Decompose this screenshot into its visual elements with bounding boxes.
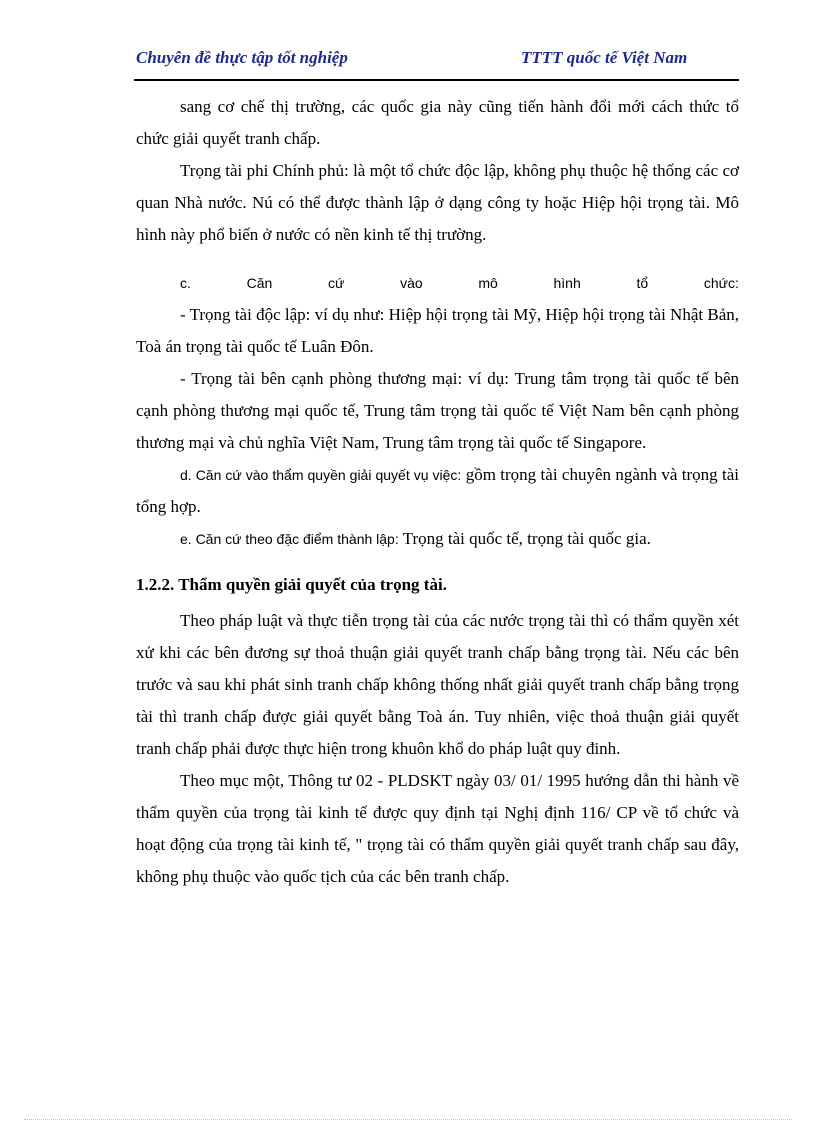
item-c-word: cứ <box>327 275 345 291</box>
paragraph-tham-quyen: Theo pháp luật và thực tiễn trọng tài của các nước trọng tài thì có thẩm quyền xét xử khi các bên đương sự thoả thuận giải quyết tranh chấp bằng trọng tài. Nếu các bên trước và sau khi phát sinh tranh chấp không thống nhất giải quyết tranh chấp bằng trọng tài thì tranh chấp được giải quyết bằng Toà án. Tuy nhiên, việc thoả thuận giải quyết tranh chấp phải được thực hiện trong khuôn khổ do pháp luật quy đinh. <box>136 611 739 758</box>
paragraph-thong-tu: Theo mục một, Thông tư 02 - PLDSKT ngày 03/ 01/ 1995 hướng dẫn thi hành về thẩm quyền của trọng tài kinh tế được quy định tại Nghị định 116/ CP về tổ chức và hoạt động của trọng tài kinh tế, " trọng tài có thẩm quyền giải quyết tranh chấp sau đây, không phụ thuộc vào quốc tịch của các bên tranh chấp. <box>136 771 739 886</box>
item-c-word: mô <box>478 275 498 291</box>
header-divider <box>134 79 739 81</box>
paragraph-doc-lap: - Trọng tài độc lập: ví dụ như: Hiệp hội trọng tài Mỹ, Hiệp hội trọng tài Nhật Bản, Toà án trọng tài quốc tế Luân Đôn. <box>136 305 739 356</box>
item-c-word: c. <box>180 275 191 291</box>
header-right-title: TTTT quốc tế Việt Nam <box>521 48 688 67</box>
spacer <box>136 251 739 267</box>
item-d <box>136 459 739 523</box>
spacer <box>136 555 739 569</box>
item-d-text: gồm trọng tài chuyên ngành và trọng tài tổng hợp. <box>136 465 739 516</box>
item-c-word: tổ <box>636 275 649 291</box>
section-heading: 1.2.2. Thẩm quyền giải quyết của trọng tài. <box>136 575 447 594</box>
item-c-word: Căn <box>246 275 273 291</box>
item-c-word: vào <box>400 275 423 291</box>
paragraph-2: Trọng tài phi Chính phủ: là một tổ chức độc lập, không phụ thuộc hệ thống các cơ quan Nhà nước. Nú có thể được thành lập ở dạng công ty hoặc Hiệp hội trọng tài. Mô hình này phổ biến ở nước có nền kinh tế thị trường. <box>136 161 739 244</box>
paragraph-ben-canh: - Trọng tài bên cạnh phòng thương mại: ví dụ: Trung tâm trọng tài quốc tế bên cạnh phòng thương mại quốc tế, Trung tâm trọng tài quốc tế Việt Nam bên cạnh phòng thương mại và chủ nghĩa Việt Nam, Trung tâm trọng tài quốc tế Singapore. <box>136 369 739 452</box>
document-body <box>136 91 739 893</box>
header-left-title: Chuyên đề thực tập tốt nghiệp <box>136 48 348 67</box>
item-c-words <box>136 267 739 299</box>
footer-divider <box>24 1119 792 1120</box>
item-c-word: hình <box>553 275 581 291</box>
paragraph-1: sang cơ chế thị trường, các quốc gia này cũng tiến hành đổi mới cách thức tổ chức giải quyết tranh chấp. <box>136 97 739 148</box>
item-c-word: chức: <box>703 275 739 291</box>
item-e-text: Trọng tài quốc tế, trọng tài quốc gia. <box>398 529 651 548</box>
item-e-label: e. Căn cứ theo đặc điểm thành lập: <box>180 531 399 547</box>
item-d-label: d. Căn cứ vào thẩm quyền giải quyết vụ việc: <box>180 467 462 483</box>
item-e <box>136 523 739 555</box>
item-c <box>136 267 739 299</box>
